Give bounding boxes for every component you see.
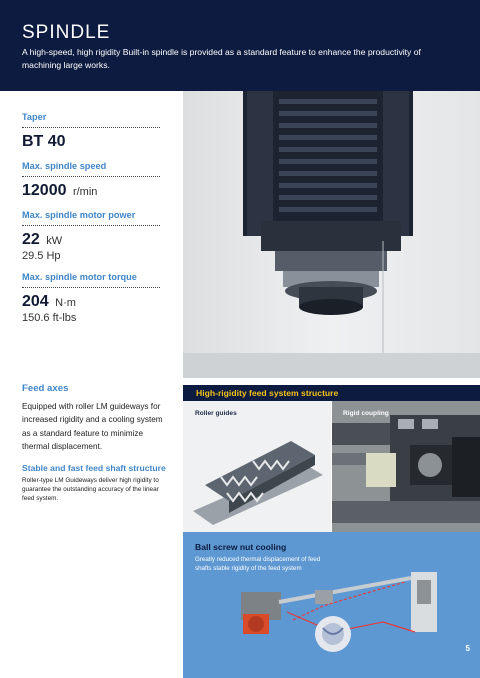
spec-item <box>22 112 160 151</box>
spec-list <box>22 112 160 334</box>
spec-number: 12000 <box>22 182 67 199</box>
feed-structure-banner <box>183 385 480 401</box>
rigid-coupling-panel <box>332 401 480 532</box>
roller-guide-illustration <box>183 401 331 532</box>
spec-value <box>22 293 160 311</box>
feed-axes-title: Feed axes <box>22 383 69 394</box>
page-description: A high-speed, high rigidity Built-in spindle is provided as a standard feature to enhance the productivity of machining large works. <box>22 47 421 70</box>
spindle-illustration <box>183 91 480 378</box>
spec-unit: r/min <box>72 186 98 198</box>
feed-structure-subtitle: Stable and fast feed shaft structure <box>22 462 166 473</box>
feed-axes-body: Equipped with roller LM guideways for increased rigidity and a cooling system as a standard feature to minimize thermal displacement. <box>22 402 163 452</box>
ball-screw-illustration <box>183 532 480 678</box>
spec-number: 22 <box>22 231 40 248</box>
spec-value <box>22 133 160 151</box>
spec-secondary-value: 29.5 Hp <box>22 250 61 262</box>
spec-label: Taper <box>22 112 160 128</box>
ball-screw-description: Greatly reduced thermal displacement of feed shafts stable rigidity of the feed system <box>195 556 321 572</box>
spec-label: Max. spindle speed <box>22 161 160 177</box>
page-header <box>0 0 480 91</box>
spec-item <box>22 210 160 262</box>
spec-label: Max. spindle motor torque <box>22 272 160 288</box>
spindle-photo <box>183 91 480 378</box>
spec-label: Max. spindle motor power <box>22 210 160 226</box>
rigid-coupling-label: Rigid coupling <box>343 410 389 417</box>
roller-guides-label: Roller guides <box>195 410 237 417</box>
roller-guides-panel <box>183 401 331 532</box>
ball-screw-title: Ball screw nut cooling <box>195 542 287 552</box>
spec-number: 204 <box>22 293 49 310</box>
rigid-coupling-illustration <box>332 401 480 532</box>
spec-unit: kW <box>46 235 63 247</box>
spec-item <box>22 272 160 324</box>
page-number: 5 <box>465 644 470 653</box>
page-title: SPINDLE <box>22 22 111 43</box>
spec-unit: N·m <box>55 297 76 309</box>
spec-secondary-value: 150.6 ft-lbs <box>22 312 77 324</box>
spec-value <box>22 231 160 249</box>
spec-value <box>22 182 160 200</box>
feed-structure-title: High-rigidity feed system structure <box>196 388 339 398</box>
feed-structure-note: Roller-type LM Guideways deliver high rigidity to guarantee the outstanding accuracy of the linear feed system. <box>22 476 159 503</box>
spec-item <box>22 161 160 200</box>
feed-axes-section <box>22 383 172 504</box>
ball-screw-cooling-panel <box>183 532 480 678</box>
spec-number: BT 40 <box>22 133 66 150</box>
